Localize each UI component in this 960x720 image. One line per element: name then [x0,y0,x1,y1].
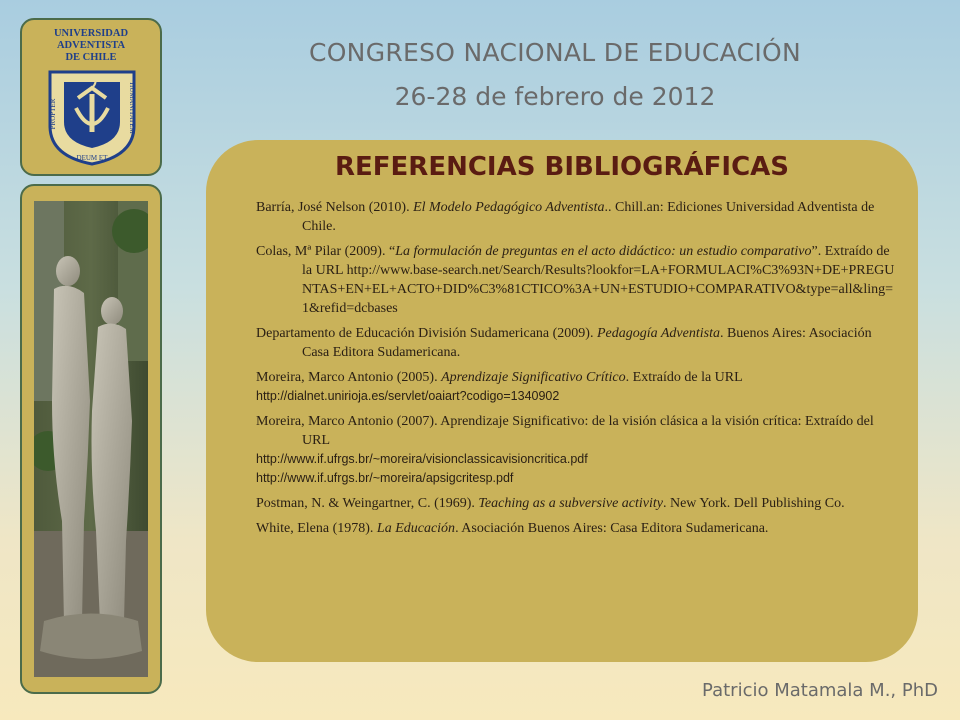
logo-line-2: ADVENTISTA [56,40,126,51]
reference-publisher: . New York. Dell Publishing Co. [662,496,845,511]
reference-author: Barría, José Nelson (2010). [256,200,414,215]
reference-item [256,324,896,362]
references-list [256,198,896,544]
reference-item [256,494,896,513]
reference-author: Moreira, Marco Antonio (2005). [256,370,442,385]
reference-title: Teaching as a subversive activity [478,496,663,511]
reference-title: La formulación de preguntas en el acto didáctico: un estudio comparativo [395,244,812,259]
reference-author: Colas, Mª Pilar (2009). “ [256,244,396,259]
reference-url[interactable]: http://www.if.ufrgs.br/~moreira/apsigcritesp.pdf [256,471,514,485]
logo-motto-right: HUMANITATEM [128,82,136,134]
statue-photo-frame [20,184,162,694]
reference-url[interactable]: http://www.if.ufrgs.br/~moreira/visionclassicavisioncritica.pdf [256,452,588,466]
event-date: 26-28 de febrero de 2012 [394,82,716,111]
author-name: Patricio Matamala M., PhD [702,680,938,701]
reference-item [256,519,896,538]
reference-item [256,242,896,318]
reference-author: Departamento de Educación División Sudamericana (2009). [256,326,597,341]
reference-author: Moreira, Marco Antonio (2007). Aprendizaje Significativo: de la visión clásica a la visión crítica: Extraído del URL [256,414,874,448]
references-heading: REFERENCIAS BIBLIOGRÁFICAS [335,152,789,182]
reference-author: Postman, N. & Weingartner, C. (1969). [256,496,479,511]
logo-motto-bottom: DEUM ET [76,154,108,162]
reference-title: Pedagogía Adventista [596,326,720,341]
logo-motto-left: PROPTER [49,98,57,130]
reference-publisher: . Buenos Aires: Asociación Casa Editora Sudamericana. [302,326,872,360]
reference-item [256,412,896,488]
reference-publisher: . Asociación Buenos Aires: Casa Editora Sudamericana. [455,521,769,536]
page-title: CONGRESO NACIONAL DE EDUCACIÓN [308,38,802,67]
reference-url[interactable]: ”. Extraído de la URL http://www.base-search.net/Search/Results?lookfor=LA+FORMULACI%C3%93N+DE+PREGUNTAS+EN+EL+ACTO+DID%C3%81CTICO%3A+UN+ESTUDIO+COMPARATIVO&type=all&ling=1&refid=dcbases [302,244,895,316]
reference-item [256,198,896,236]
reference-author: White, Elena (1978). [256,521,377,536]
reference-url[interactable]: http://dialnet.unirioja.es/servlet/oaiart?codigo=1340902 [256,389,560,403]
reference-title: El Modelo Pedagógico Adventista [413,200,605,215]
references-panel [206,140,918,662]
statue-photo [34,201,148,677]
reference-title: La Educación [376,521,456,536]
university-shield-icon [42,68,142,166]
reference-source: . Extraído de la URL [625,370,743,385]
university-logo-box [20,18,162,176]
statue-image [34,201,148,677]
logo-university-name [22,28,160,64]
reference-publisher: .. Chill.an: Ediciones Universidad Adventista de Chile. [302,200,875,234]
reference-item [256,368,896,406]
logo-line-3: DE CHILE [65,52,117,63]
reference-title: Aprendizaje Significativo Crítico [441,370,626,385]
logo-line-1: UNIVERSIDAD [53,28,129,39]
